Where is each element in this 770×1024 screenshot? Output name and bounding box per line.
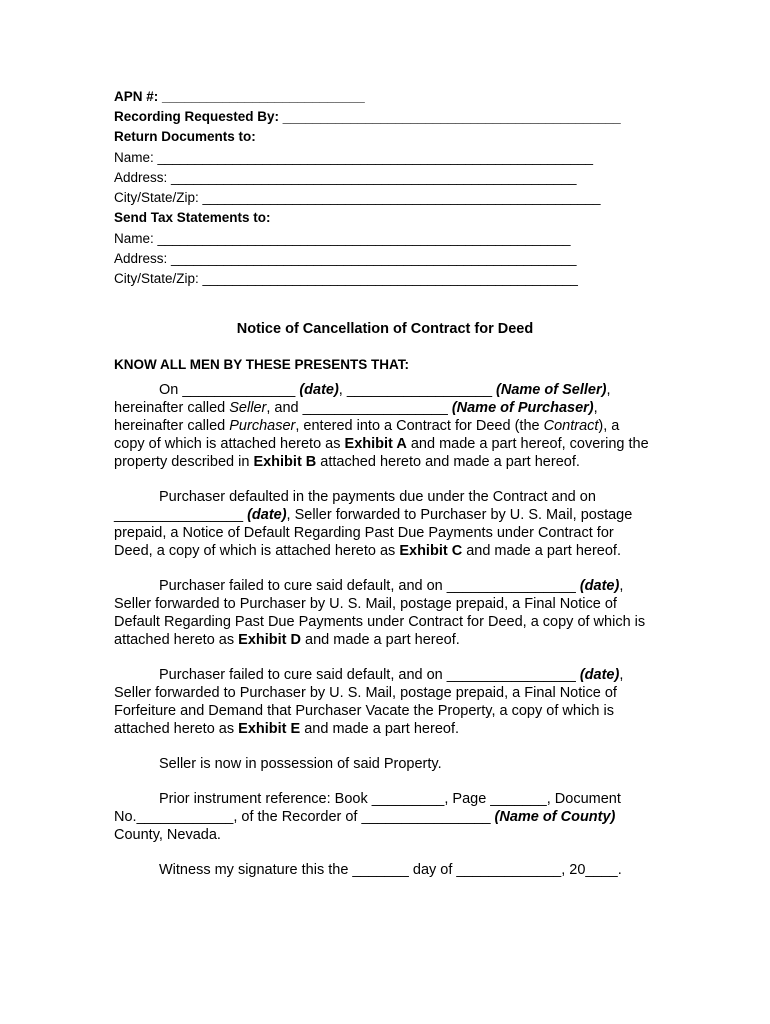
p1-text-4: , and __________________ — [266, 400, 452, 416]
p1-text-2: , __________________ — [338, 382, 497, 398]
return-address-line: Address: ______________________________________________________ — [114, 170, 577, 185]
recording-requested-label: Recording Requested By: — [114, 109, 280, 124]
p1-text-6: , entered into a Contract for Deed (the — [295, 418, 544, 434]
tax-name-line: Name: _______________________________________________________ — [114, 231, 571, 246]
exhibit-c-label: Exhibit C — [399, 543, 463, 559]
p1-text-1: On ______________ — [159, 382, 300, 398]
paragraph-contract — [114, 381, 654, 471]
paragraph-default-notice — [114, 488, 654, 560]
p2-text-2: , Seller forwarded to Purchaser by U. S. Mail, postage prepaid, a Notice of Default Regarding Past Due Payments under Contract for Deed, a copy of which is attached hereto as — [114, 507, 633, 559]
p1-text-3: , hereinafter called — [114, 382, 611, 416]
p2-text-1: Purchaser defaulted in the payments due under the Contract and on ________________ — [114, 489, 596, 523]
return-city-line: City/State/Zip: _____________________________________________________ — [114, 190, 601, 205]
return-name-line: Name: __________________________________________________________ — [114, 150, 593, 165]
paragraph-witness: Witness my signature this the _______ day of _____________, 20____. — [159, 862, 622, 878]
paragraph-possession: Seller is now in possession of said Property. — [159, 756, 442, 772]
p2-date-label: (date) — [247, 507, 287, 523]
paragraph-prior-instrument — [114, 790, 654, 844]
p6-text-1: Prior instrument reference: Book _________, Page _______, Document No.____________, of the Recorder of ________________ — [114, 791, 621, 825]
p1-purchaser-label: (Name of Purchaser) — [451, 400, 594, 416]
p4-date-label: (date) — [579, 667, 620, 683]
exhibit-b-label: Exhibit B — [253, 454, 317, 470]
tax-address-line: Address: ______________________________________________________ — [114, 251, 577, 266]
recording-requested-line — [114, 109, 621, 125]
p3-date-label: (date) — [579, 578, 620, 594]
send-tax-heading: Send Tax Statements to: — [114, 210, 271, 225]
p1-date-label: (date) — [299, 382, 339, 398]
document-title: Notice of Cancellation of Contract for Deed — [236, 321, 534, 337]
exhibit-a-label: Exhibit A — [344, 436, 407, 452]
document-body — [114, 381, 654, 896]
paragraph-final-default-notice — [114, 577, 654, 649]
p3-text-3: and made a part hereof. — [301, 632, 460, 648]
paragraph-forfeiture-notice — [114, 666, 654, 738]
tax-city-line: City/State/Zip: __________________________________________________ — [114, 271, 578, 286]
p2-text-3: and made a part hereof. — [462, 543, 621, 559]
p1-text-8: and made a part hereof, covering the property described in — [114, 436, 649, 470]
p1-purchaser-word: Purchaser — [229, 418, 296, 434]
p1-text-9: attached hereto and made a part hereof. — [316, 454, 580, 470]
p1-text-7: ), a copy of which is attached hereto as — [114, 418, 620, 452]
return-documents-heading: Return Documents to: — [114, 129, 256, 144]
p6-text-2: County, Nevada. — [114, 827, 221, 843]
p4-text-3: and made a part hereof. — [300, 721, 460, 737]
p4-text-1: Purchaser failed to cure said default, and on ________________ — [159, 667, 580, 683]
p1-seller-label: (Name of Seller) — [496, 382, 607, 398]
p4-text-2: , Seller forwarded to Purchaser by U. S. Mail, postage prepaid, a Final Notice of Forfeiture and Demand that Purchaser Vacate the Property, a copy of which is attached hereto as — [114, 667, 624, 737]
p1-contract-word: Contract — [543, 418, 599, 434]
exhibit-d-label: Exhibit D — [238, 632, 301, 648]
p1-seller-word: Seller — [229, 400, 267, 416]
p3-text-2: , Seller forwarded to Purchaser by U. S. Mail, postage prepaid, a Final Notice of Default Regarding Past Due Payments under Contract for Deed, a copy of which is attached hereto as — [114, 578, 646, 648]
p3-text-1: Purchaser failed to cure said default, and on ________________ — [159, 578, 580, 594]
exhibit-e-label: Exhibit E — [238, 721, 301, 737]
p1-text-5: , hereinafter called — [114, 400, 598, 434]
p6-county-label: (Name of County) — [494, 809, 616, 825]
recording-requested-blank: _____________________________________________ — [282, 109, 621, 124]
know-all-men-heading: KNOW ALL MEN BY THESE PRESENTS THAT: — [114, 357, 410, 372]
apn-line: APN #: ___________________________ — [114, 89, 365, 104]
